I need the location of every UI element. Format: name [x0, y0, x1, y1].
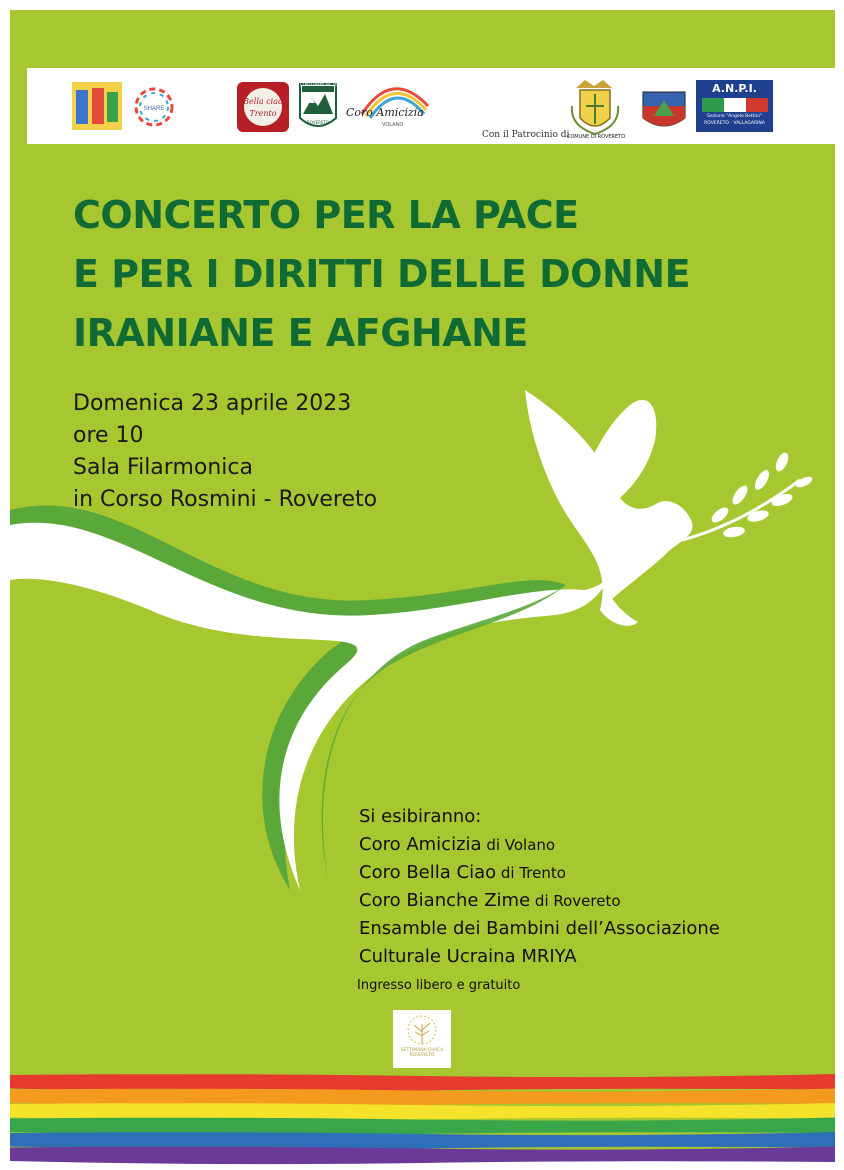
- performer-name: Coro Amicizia: [359, 834, 482, 855]
- event-details: [73, 388, 377, 516]
- title-line-2: E PER I DIRITTI DELLE DONNE: [73, 252, 691, 296]
- rainbow-band: [10, 1073, 835, 1160]
- performers-heading: Si esibiranno:: [359, 806, 482, 827]
- performer-name: Ensamble dei Bambini dell’Associazione: [359, 918, 720, 939]
- anpi-place: ROVERETO - VALLAGARINA: [704, 121, 765, 126]
- svg-text:SHARE: SHARE: [143, 106, 165, 112]
- event-time: ore 10: [73, 423, 144, 448]
- performer-place: di Trento: [496, 864, 566, 882]
- poster-title: [73, 186, 690, 363]
- performer-name: Coro Bella Ciao: [359, 862, 497, 883]
- performer-place: di Rovereto: [530, 892, 621, 910]
- coro-amicizia-logo-text: Coro Amicizia: [346, 106, 424, 119]
- performers-list: [359, 803, 720, 971]
- coro-amicizia-logo-place: VOLANO: [382, 122, 404, 128]
- performer-name: Culturale Ucraina MRIYA: [359, 946, 577, 967]
- performer-place: di Volano: [481, 836, 556, 854]
- comune-label: COMUNE DI ROVERETO: [566, 134, 626, 140]
- svg-text:Bella ciao: Bella ciao: [243, 97, 283, 106]
- performer-item: [359, 887, 720, 915]
- settimana-civica-text: [393, 1048, 451, 1058]
- title-line-3: IRANIANE E AFGHANE: [73, 311, 528, 355]
- tree-icon: [393, 1010, 451, 1068]
- settimana-line-2: ROVERETO: [409, 1053, 435, 1058]
- performer-name: Coro Bianche Zime: [359, 890, 531, 911]
- title-line-1: CONCERTO PER LA PACE: [73, 193, 579, 237]
- event-address: in Corso Rosmini - Rovereto: [73, 487, 378, 512]
- anpi-title: A.N.P.I.: [712, 82, 757, 95]
- settimana-line-1: SETTIMANA CIVICA: [400, 1048, 444, 1053]
- poster: [10, 10, 835, 1160]
- svg-text:Trento: Trento: [249, 109, 277, 118]
- bianche-zime-logo-bottom: ROVERETO: [306, 120, 330, 125]
- entry-note: Ingresso libero e gratuito: [357, 978, 521, 993]
- performer-item: [359, 831, 720, 859]
- bianche-zime-logo-top: CORO BIANCHE ZIME: [300, 82, 343, 87]
- patrocinio-label: Con il Patrocinio di: [482, 130, 570, 140]
- rainbow-stripe: [10, 1147, 835, 1165]
- performer-item: [359, 915, 720, 943]
- anpi-sub: Sezione "Angelo Bettini": [707, 114, 762, 119]
- event-venue: Sala Filarmonica: [73, 455, 253, 480]
- settimana-civica-logo: [393, 1010, 451, 1068]
- performer-item: [359, 859, 720, 887]
- event-date: Domenica 23 aprile 2023: [73, 391, 352, 416]
- performer-item: [359, 943, 720, 971]
